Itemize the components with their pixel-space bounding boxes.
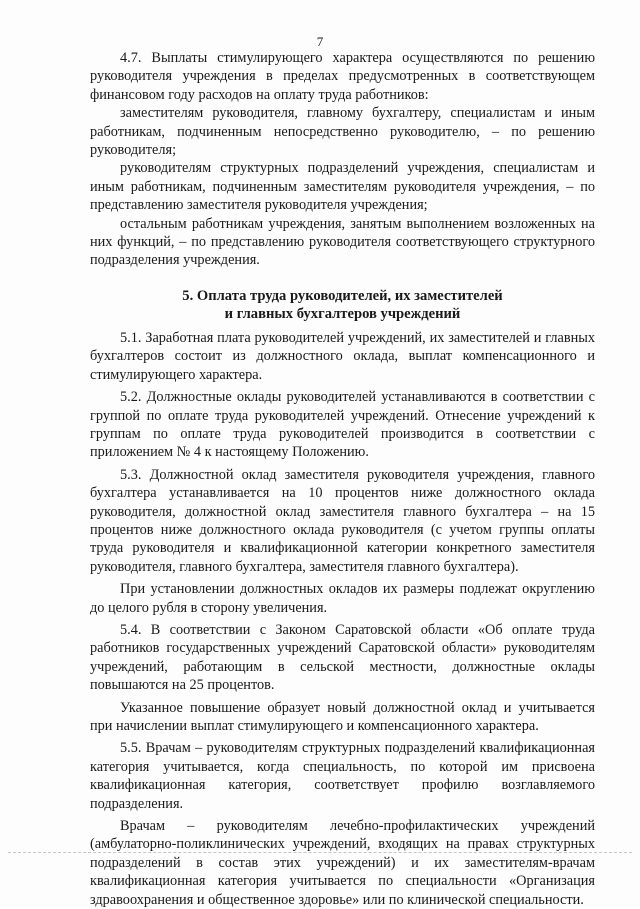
paragraph-rounding: При установлении должностных окладов их размеры подлежат округлению до целого рубля в сторону увеличения. xyxy=(90,581,595,616)
paragraph-5-1: 5.1. Заработная плата руководителей учреждений, их заместителей и главных бухгалтеров состоит из должностного оклада, выплат компенсационного и стимулирующего характера. xyxy=(90,329,595,383)
section-5-heading-line2: и главных бухгалтеров учреждений xyxy=(224,305,461,322)
section-5-heading-line1: 5. Оплата труда руководителей, их заместителей xyxy=(182,287,503,304)
section-5-heading xyxy=(90,287,595,323)
paragraph-5-2: 5.2. Должностные оклады руководителей устанавливаются в соответствии с группой по оплате труда руководителей учреждений. Отнесение учреждений к группам по оплате труда руководителей производится в соответствии с приложением № 4 к настоящему Положению. xyxy=(90,389,595,461)
scan-edge-line xyxy=(8,852,632,854)
paragraph-5-3: 5.3. Должностной оклад заместителя руководителя учреждения, главного бухгалтера устанавливается на 10 процентов ниже должностного оклада руководителя, должностной оклад заместителя главного бухгалтера – на 15 процентов ниже должностного оклада руководителя (с учетом группы оплаты труда руководителя и квалификационной категории конкретного заместителя руководителя, главного бухгалтера, заместителя главного бухгалтера). xyxy=(90,466,595,575)
page-number: 7 xyxy=(316,34,324,49)
paragraph-5-4: 5.4. В соответствии с Законом Саратовской области «Об оплате труда работников государственных учреждений Саратовской области» руководителям учреждений, работающим в сельской местности, должностные оклады повышаются на 25 процентов. xyxy=(90,621,595,694)
paragraph-increase: Указанное повышение образует новый должностной оклад и учитывается при начислении выплат стимулирующего и компенсационного характера. xyxy=(90,699,595,734)
paragraph-unit-heads: руководителям структурных подразделений учреждения, специалистам и иным работникам, подчиненным заместителям руководителя учреждения, – по представлению заместителя руководителя учреждения; xyxy=(90,160,595,214)
document-body xyxy=(90,49,595,909)
paragraph-deputies: заместителям руководителя, главному бухгалтеру, специалистам и иным работникам, подчиненным непосредственно руководителю, – по решению руководителя; xyxy=(90,105,595,159)
paragraph-4-7: 4.7. Выплаты стимулирующего характера осуществляются по решению руководителя учреждения в пределах предусмотренных в соответствующем финансовом году расходов на оплату труда работников: xyxy=(90,50,595,103)
paragraph-5-5: 5.5. Врачам – руководителям структурных подразделений квалификационная категория учитывается, когда специальность, по которой им присвоена квалификационная категория, соответствует профилю возглавляемого подразделения. xyxy=(90,740,595,812)
paragraph-doctors: Врачам – руководителям лечебно-профилактических учреждений (амбулаторно-поликлинических учреждений, входящих на правах структурных подразделений в состав этих учреждений) и их заместителям-врачам квалификационная категория учитывается по специальности «Организация здравоохранения и общественное здоровье» или по клинической специальности. xyxy=(90,818,595,908)
paragraph-other-staff: остальным работникам учреждения, занятым выполнением возложенных на них функций, – по представлению руководителя соответствующего структурного подразделения учреждения. xyxy=(90,215,595,269)
